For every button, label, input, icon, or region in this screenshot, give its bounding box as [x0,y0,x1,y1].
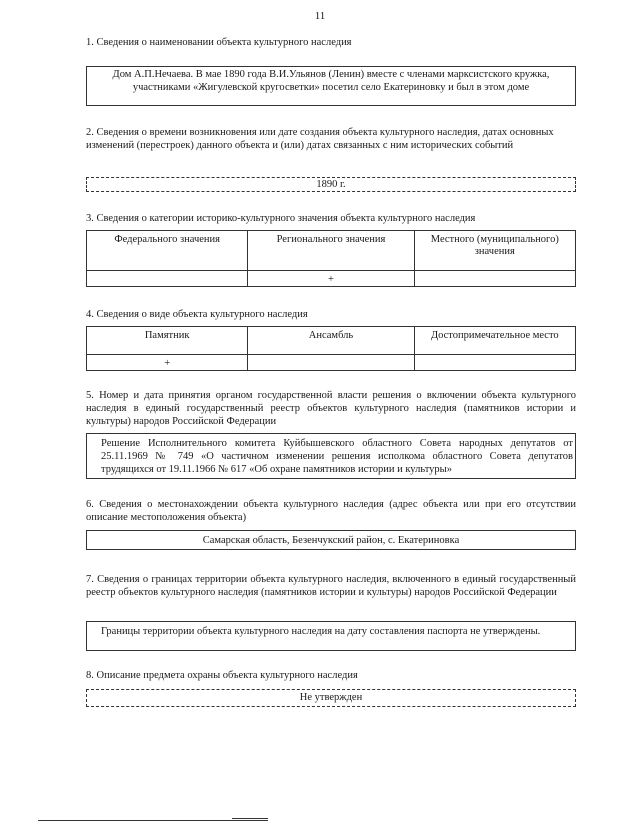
section-7-value: Границы территории объекта культурного наследия на дату составления паспорта не утверждены. [101,626,541,637]
type-ensemble-mark [248,355,414,371]
section-1-value-box [86,66,576,106]
section-5-heading: 5. Номер и дата принятия органом государственной власти решения о включении объекта культурного наследия в единый государственный реестр объектов культурного наследия (памятников истории и культуры) народов Российской Федерации [86,390,576,427]
type-ensemble-header: Ансамбль [248,327,414,355]
section-1-heading: 1. Сведения о наименовании объекта культурного наследия [86,37,352,48]
section-3-table [86,230,576,287]
type-landmark-mark [414,355,575,371]
category-local-mark [414,271,575,287]
type-monument-header: Памятник [87,327,248,355]
section-4-table [86,326,576,371]
section-2-value: 1890 г. [316,179,346,190]
section-5-value-box [86,433,576,479]
category-regional-header: Регионального значения [248,231,414,271]
section-5-value: Решение Исполнительного комитета Куйбышевского областного Совета народных депутатов от 25.11.1969 № 749 «О частичном изменении решения исполкома областного Совета депутатов трудящихся от 19.11.1966 № 617 «Об охране памятников истории и культуры» [101,438,573,475]
section-6-value-box [86,530,576,550]
section-3-heading: 3. Сведения о категории историко-культурного значения объекта культурного наследия [86,213,476,224]
section-2-heading: 2. Сведения о времени возникновения или дате создания объекта культурного наследия, датах основных изменений (перестроек) данного объекта и (или) датах связанных с ним исторических событий [86,127,554,151]
section-8-heading: 8. Описание предмета охраны объекта культурного наследия [86,670,358,681]
category-local-header: Местного (муниципального) значения [414,231,575,271]
section-1-value: Дом А.П.Нечаева. В мае 1890 года В.И.Ульянов (Ленин) вместе с членами марксистского кружка, участниками «Жигулевской кругосветки» посетил село Екатериновку и был в этом доме [112,69,550,93]
section-8-value-box [86,689,576,707]
section-7-value-box [86,621,576,651]
footer-rule [38,820,268,821]
category-regional-mark: + [248,271,414,287]
section-4-heading: 4. Сведения о виде объекта культурного наследия [86,309,308,320]
page-number: 11 [314,10,326,22]
category-federal-header: Федерального значения [87,231,248,271]
section-6-heading: 6. Сведения о местонахождении объекта культурного наследия (адрес объекта или при его отсутствии описание местоположения объекта) [86,499,576,523]
section-7-heading: 7. Сведения о границах территории объекта культурного наследия, включенного в единый государственный реестр объектов культурного наследия (памятников истории и культуры) народов Российской Федерации [86,574,576,598]
footer-rule-mark [232,818,268,819]
type-monument-mark: + [87,355,248,371]
section-8-value: Не утвержден [299,692,363,703]
section-2-value-box [86,177,576,192]
category-federal-mark [87,271,248,287]
type-landmark-header: Достопримечательное место [414,327,575,355]
section-6-value: Самарская область, Безенчукский район, с. Екатериновка [202,535,460,546]
